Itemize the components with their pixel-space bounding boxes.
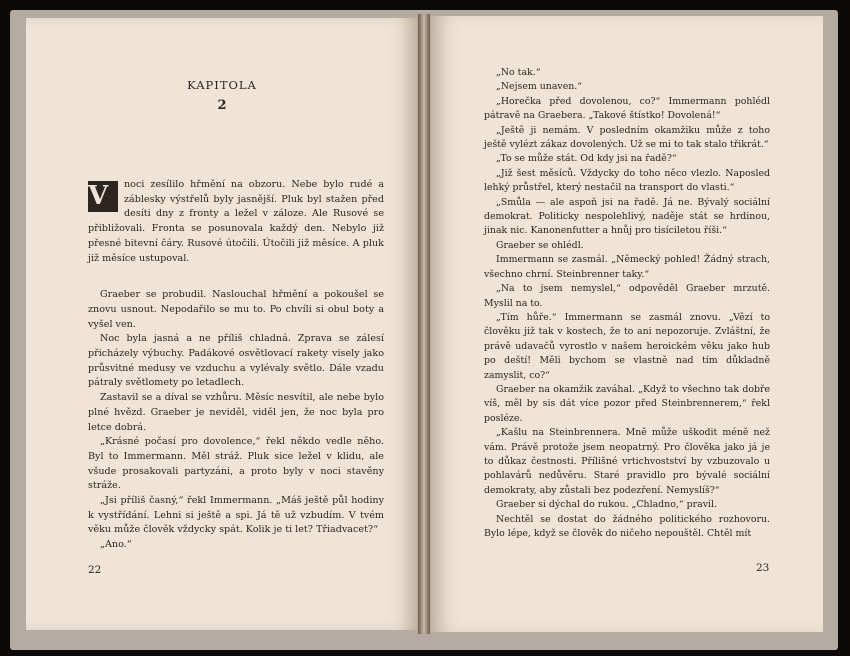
paragraph: Graeber se probudil. Naslouchal hřmění a pokoušel se znovu usnout. Nepodařilo se mu to. Po chvíli si obul boty a vyšel ven. (88, 289, 384, 330)
paragraph: „Smůla — ale aspoň jsi na řadě. Já ne. Bývalý sociální demokrat. Politicky nespolehlivý, naděje stát se hrdinou, jinak nic. Kanonenfutter a hnůj pro tisíciletou říši.“ (484, 196, 770, 237)
paragraph: Nechtěl se dostat do žádného politického rozhovoru. Bylo lépe, když se člověk do ničeho nepouštěl. Chtěl mít (484, 513, 770, 539)
paragraph: „Jsi příliš časný,“ řekl Immermann. „Máš ještě půl hodiny k vystřídání. Lehni si ještě a spi. Já tě už vzbudím. V tvém věku může člověk vždycky spát. Kolik je ti let? Třiadvacet?“ (88, 495, 384, 536)
page-number: 22 (88, 564, 102, 576)
paragraph: „Horečka před dovolenou, co?“ Immermann pohlédl pátravě na Graebera. „Takové štístko! Dovolená!“ (484, 95, 770, 122)
paragraph: „To se může stát. Od kdy jsi na řadě?“ (496, 153, 677, 165)
left-page (26, 18, 418, 630)
dropcap-letter: V (88, 181, 118, 212)
page-number: 23 (756, 562, 770, 574)
paragraph: „Kašlu na Steinbrennera. Mně může uškodit méně než vám. Právě protože jsem neopatrný. Pro člověka jako já je to důkaz čestnosti. Přílišné vrtichvostství by vzbuzovalo u pohlavárů nedůvěru. Staré pravidlo pro bývalé sociální demokraty, aby zůstali bez podezření. Nemyslíš?“ (484, 427, 770, 496)
right-page (430, 16, 823, 632)
paragraph: „Tím hůře.“ Immermann se zasmál znovu. „Vězí to člověku již tak v kostech, že to ani nepozoruje. Zvláštní, že právě udavačů vyrostlo v našem heroickém věku jako hub po deští! Měli bychom se vlastně nad tím důkladně zamyslit, co?“ (484, 311, 770, 381)
left-page-text (88, 178, 384, 553)
paragraph: Graeber se ohlédl. (496, 239, 584, 251)
paragraph: Noc byla jasná a ne příliš chladná. Zprava se zálesí přicházely výbuchy. Padákové osvětlovací rakety visely jako průsvitné medusy ve vzduchu a vylévaly světlo. Dále vzadu pátraly světlomety po letadlech. (88, 333, 384, 389)
paragraph: „Již šest měsíců. Vždycky do toho něco vlezlo. Naposled lehký průstřel, který nestačil na transport do vlasti.“ (484, 167, 770, 194)
paragraph: Zastavil se a díval se vzhůru. Měsíc nesvítil, ale nebe bylo plné hvězd. Graeber je neviděl, viděl jen, že noc byla pro letce dobrá. (88, 392, 384, 433)
chapter-label: KAPITOLA (187, 78, 257, 92)
paragraph (88, 178, 384, 266)
paragraph: „No tak.“ (496, 67, 541, 78)
right-page-text (484, 66, 770, 541)
chapter-number: 2 (217, 98, 227, 113)
paragraph: Graeber na okamžik zaváhal. „Když to všechno tak dobře víš, měl by sis dát více pozor před Steinbrennerem,“ řekl posléze. (484, 383, 770, 424)
paragraph: „Na to jsem nemyslel,“ odpověděl Graeber mrzutě. Myslil na to. (484, 283, 770, 309)
paragraph: „Ještě ji nemám. V posledním okamžiku může z toho ještě vylézt zákaz dovolených. Už se mi to tak stalo třikrát.“ (484, 124, 770, 151)
paragraph-text: noci zesílilo hřmění na obzoru. Nebe bylo rudé a záblesky výstřelů byly jasnější. Pluk byl stažen před desíti dny z fronty a ležel v záloze. Ale Rusové se přibližovali. Fronta se posunovala každý den. Nebylo již přesné bitevní čáry. Rusové útočili. Útočili již měsíce. A pluk již měsíce ustupoval. (88, 179, 384, 264)
paragraph: „Krásné počasí pro dovolence,“ řekl někdo vedle něho. Byl to Immermann. Měl stráž. Pluk sice ležel v klidu, ale všude prosakovali partyzáni, a proto byly v noci stavěny stráže. (88, 436, 384, 492)
paragraph: „Ano.“ (100, 539, 132, 551)
paragraph: „Nejsem unaven.“ (496, 81, 583, 93)
paragraph: Graeber si dýchal do rukou. „Chladno,“ pravil. (496, 499, 717, 511)
paragraph: Immermann se zasmál. „Německý pohled! Žádný strach, všechno chrní. Steinbrenner taky.“ (484, 254, 770, 280)
book-gutter (418, 14, 430, 634)
